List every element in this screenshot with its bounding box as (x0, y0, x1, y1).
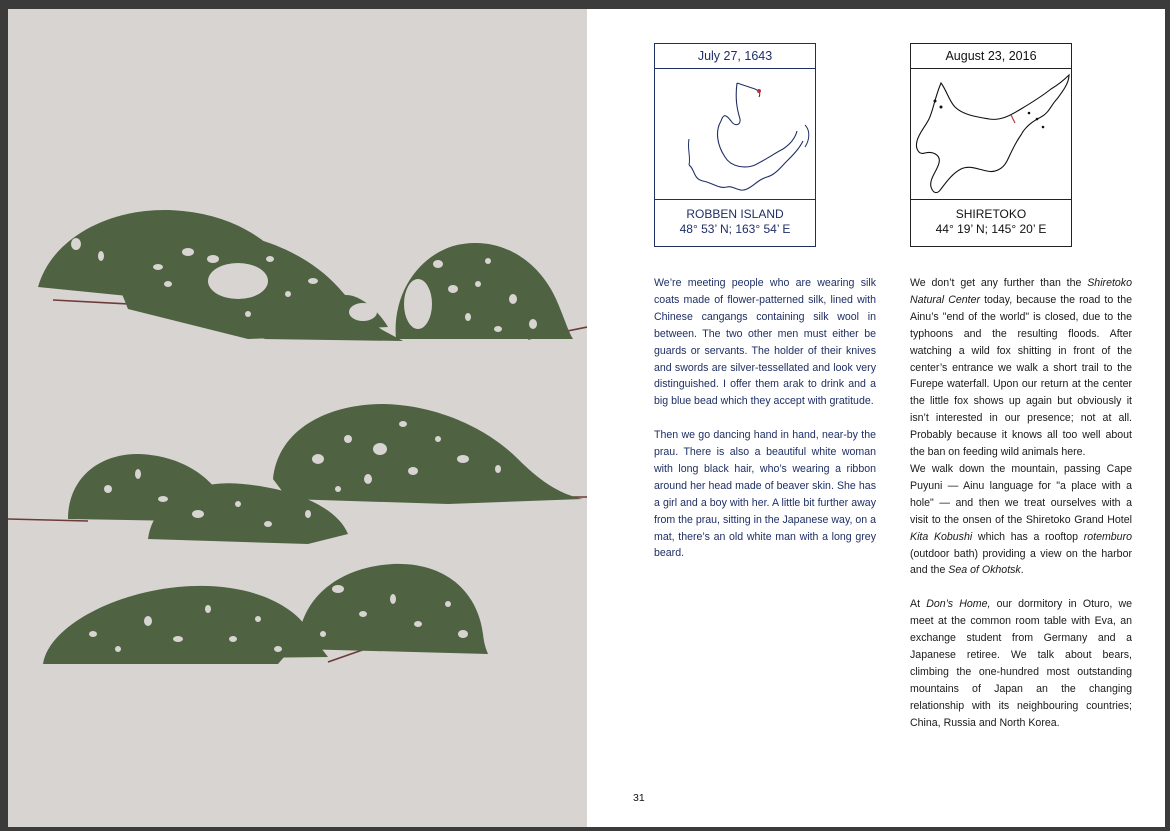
paragraph: We don’t get any further than the Shiretoko Natural Center today, because the road to the Ainu’s "end of the world" is closed, due to the typhoons and the resulting floods. After watching a wild fox shitting in front of the center’s entrance we walk a short trail to the Furepe waterfall. Upon our return at the center the little fox shows up again but obviously it isn’t interested in our presence; not at all. Probably because it knows all too well about the ban on feeding wild animals here. (910, 277, 1133, 459)
card-coordinates: 48° 53’ N; 163° 54’ E (679, 222, 791, 236)
page-number: 31 (633, 792, 645, 804)
map-card-shiretoko (910, 43, 1072, 247)
italic-text: Sea of Okhotsk (948, 564, 1021, 577)
card-date: August 23, 2016 (911, 44, 1071, 69)
paragraph: Then we go dancing hand in hand, near-by the prau. There is also a beautiful white woman with long black hair, who’s wearing a ribbon around her head made of beaver skin. She has a girl and a boy with her. A little bit further away from the prau, sitting in the Japanese way, on a mat, there’s an old white man with a long grey beard. (654, 429, 876, 560)
paragraph: At Don’s Home, our dormitory in Oturo, we meet at the common room table with Eva, an exchange student from Germany and a Japanese retiree. We talk about bears, climbing the one-hundred most outstanding mountains of Japan an the changing relationship with its neighbouring countries; China, Russia and North Korea. (910, 598, 1133, 729)
card-map-area (911, 69, 1071, 200)
card-map-area (655, 69, 815, 200)
text-column-1643 (654, 275, 876, 562)
italic-text: Kita Kobushi (910, 530, 973, 543)
right-page (587, 9, 1165, 827)
card-date: July 27, 1643 (655, 44, 815, 69)
card-place-name: SHIRETOKO (955, 207, 1027, 221)
italic-text: Shiretoko Natural Center (910, 277, 1132, 306)
text-column-2016 (910, 275, 1132, 731)
book-spread (8, 9, 1165, 827)
hokkaido-map-icon (911, 69, 1071, 199)
card-coordinates: 44° 19’ N; 145° 20’ E (935, 222, 1047, 236)
card-place-name: ROBBEN ISLAND (686, 207, 784, 221)
leaf-artwork-illustration (8, 9, 587, 827)
map-card-robben-island (654, 43, 816, 247)
coastline-map-icon (655, 69, 815, 199)
left-page (8, 9, 587, 827)
card-place (911, 200, 1071, 237)
paragraph: We walk down the mountain, passing Cape Puyuni — Ainu language for "a place with a hole" — and then we treat ourselves with a visit to the onsen of the Shiretoko Grand Hotel Kita Kobushi which has a rooftop rotemburo (outdoor bath) providing a view on the harbor and the Sea of Okhotsk. (910, 462, 1132, 577)
italic-text: Don’s Home, (926, 598, 991, 611)
card-place (655, 200, 815, 237)
paragraph: We’re meeting people who are wearing silk coats made of flower-patterned silk, lined with Chinese cangangs containing silk wool in between. The two other men must either be guards or servants. The holder of their knives and swords are silver-tessellated and look very distinguished. I offer them arak to drink and a big blue bead which they accept with gratitude. (654, 277, 876, 408)
italic-text: rotemburo (1083, 530, 1132, 543)
